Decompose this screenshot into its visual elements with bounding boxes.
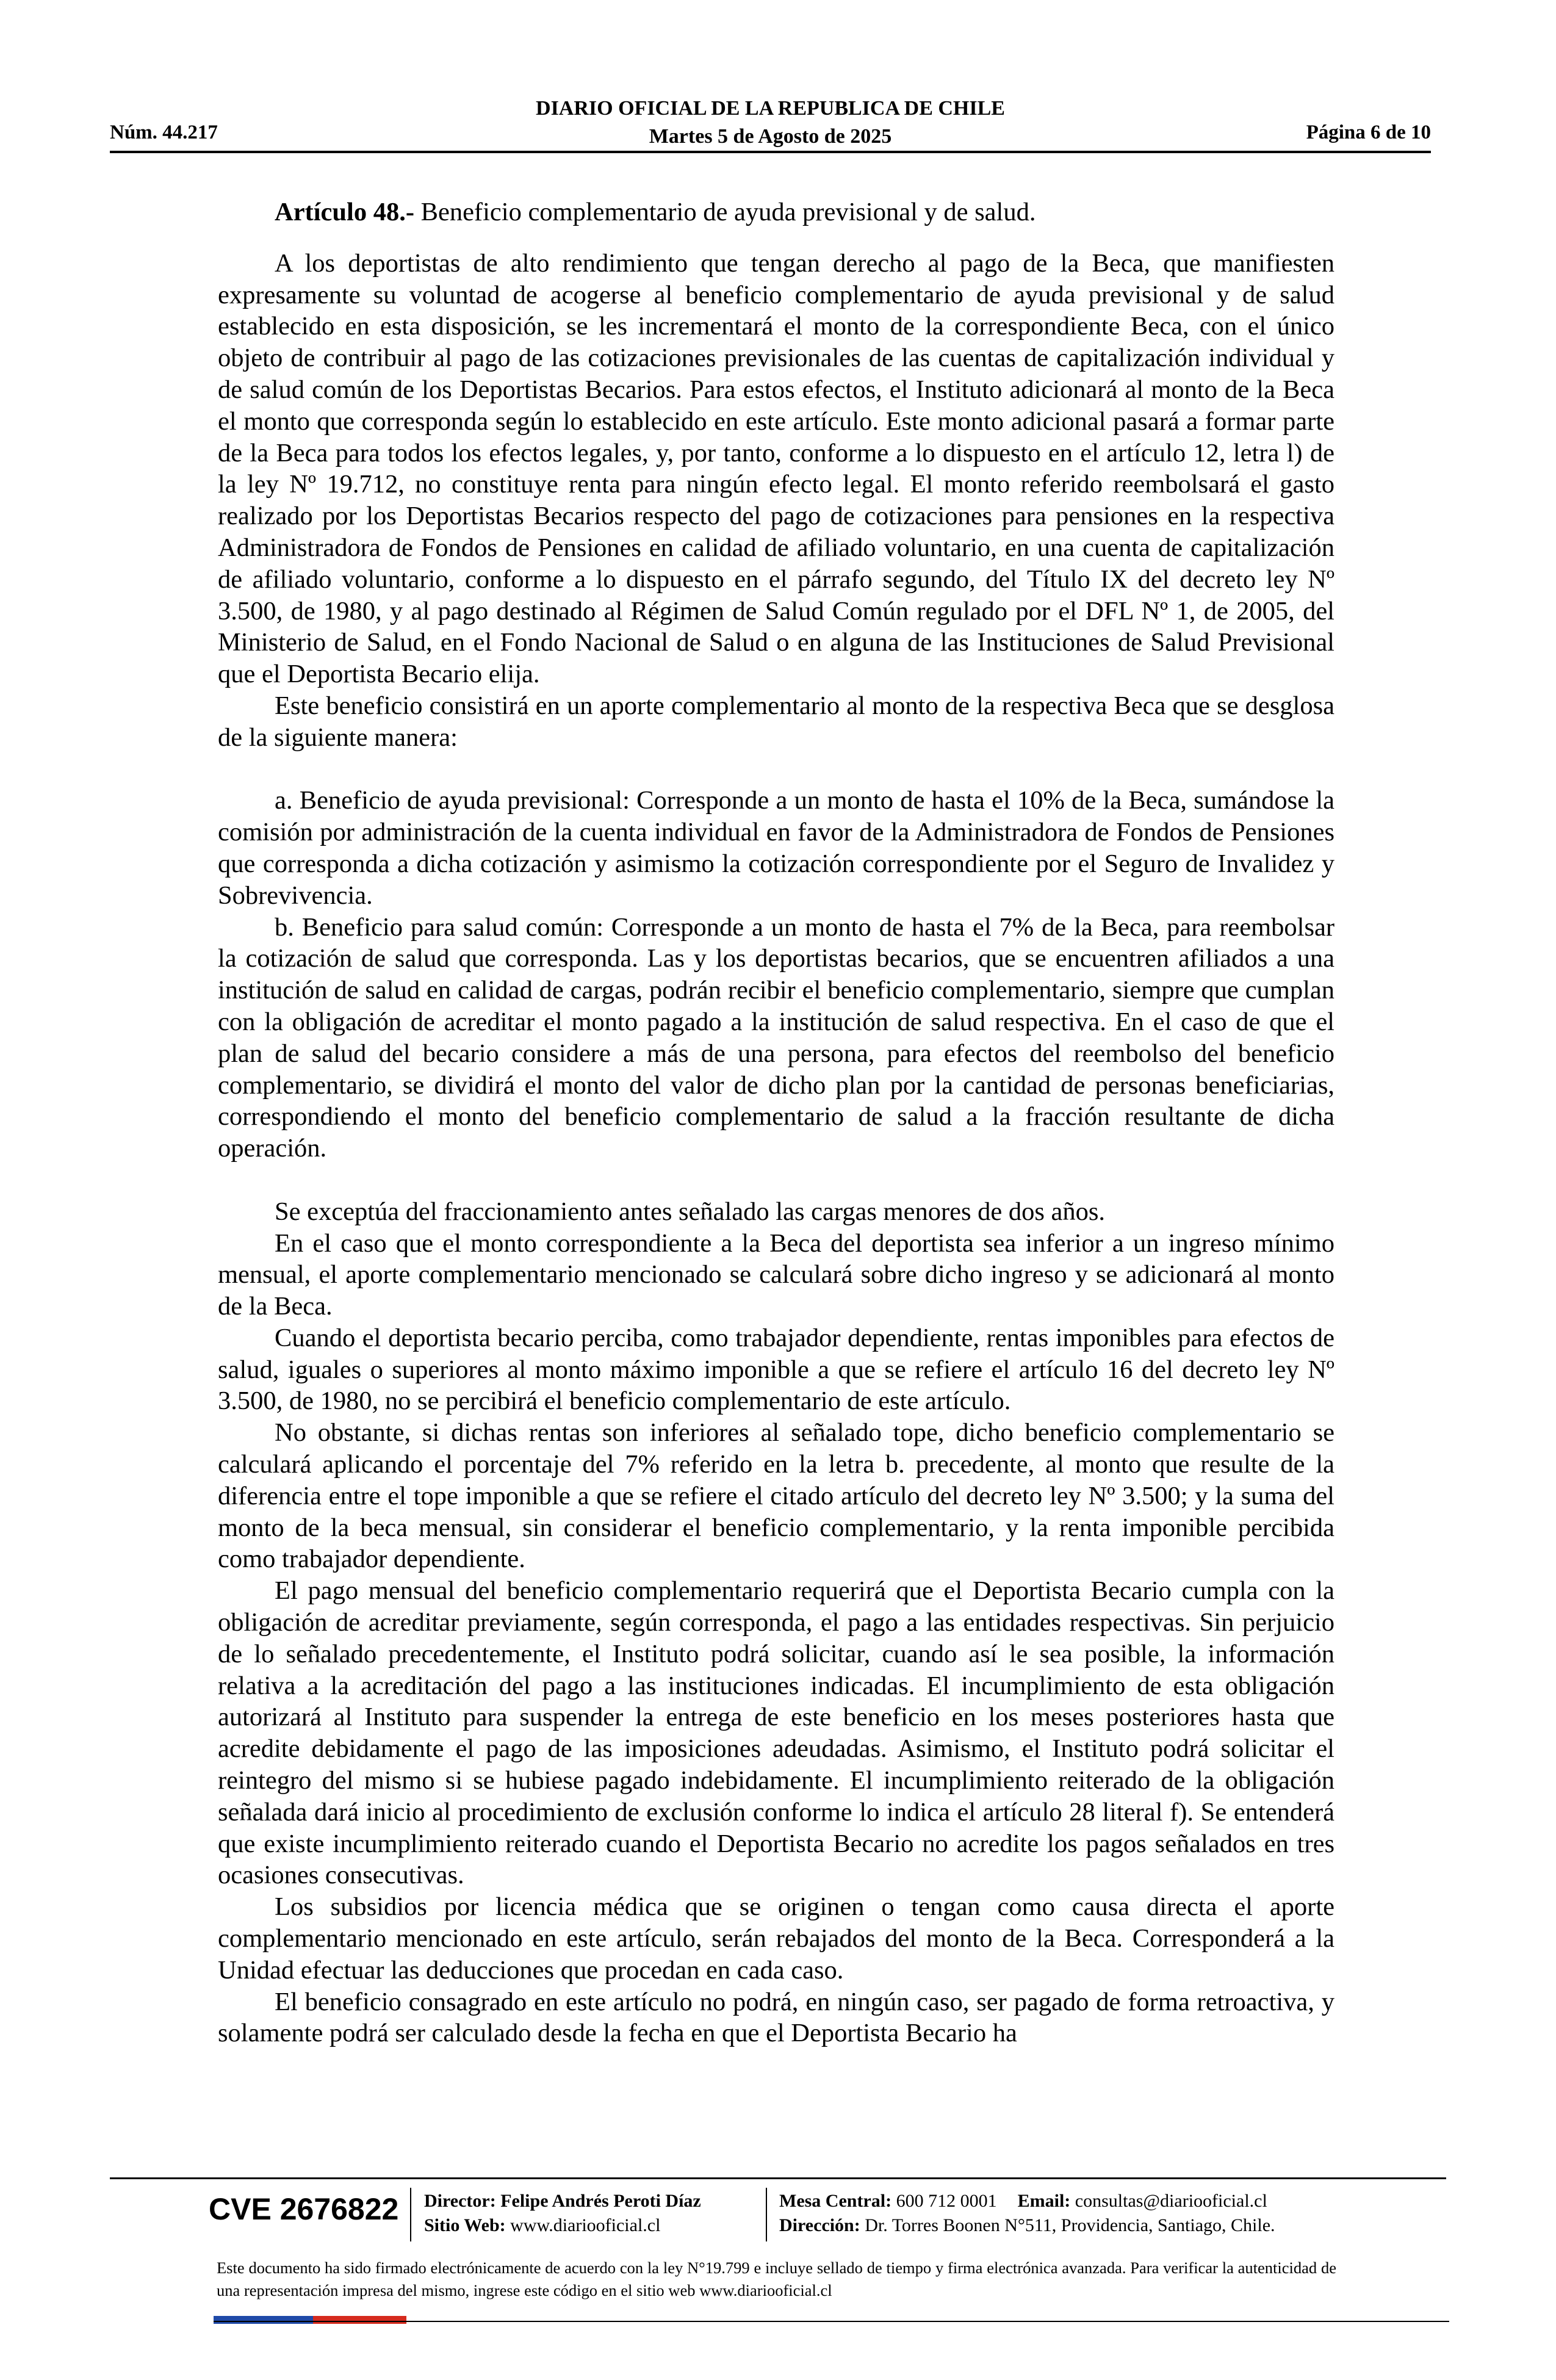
issue-number: Núm. 44.217 [110,121,218,143]
director-name: Director: Felipe Andrés Peroti Díaz [424,2191,701,2211]
footer-contact-block [779,2189,1275,2238]
paragraph: En el caso que el monto correspondiente a la Beca del deportista sea inferior a un ingreso mínimo mensual, el aporte complementario mencionado se calculará sobre dicho ingreso y se adicionará al monto de la Beca. [218,1228,1334,1321]
phone-value: 600 712 0001 [891,2191,997,2211]
paragraph: Los subsidios por licencia médica que se originen o tengan como causa directa el aporte complementario mencionado en este artículo, serán rebajados del monto de la Beca. Corresponderá a la Unidad efectuar las deducciones que procedan en cada caso. [218,1892,1334,1985]
paragraph: A los deportistas de alto rendimiento que tengan derecho al pago de la Beca, que manifiesten expresamente su voluntad de acogerse al beneficio complementario de ayuda previsional y de salud establecido en esta disposición, se les incrementará el monto de la correspondiente Beca, con el único objeto de contribuir al pago de las cotizaciones previsionales de las cuentas de capitalización individual y de salud común de los Deportistas Becarios. Para estos efectos, el Instituto adicionará al monto de la Beca el monto que corresponda según lo establecido en este artículo. Este monto adicional pasará a formar parte de la Beca para todos los efectos legales, y, por tanto, conforme a lo dispuesto en el artículo 12, letra l) de la ley Nº 19.712, no constituye renta para ningún efecto legal. El monto referido reembolsará el gasto realizado por los Deportistas Becarios respecto del pago de cotizaciones para pensiones en la respectiva Administradora de Fondos de Pensiones en calidad de afiliado voluntario, en una cuenta de capitalización de afiliado voluntario, conforme a lo dispuesto en el párrafo segundo, del Título IX del decreto ley Nº 3.500, de 1980, y al pago destinado al Régimen de Salud Común regulado por el DFL Nº 1, de 2005, del Ministerio de Salud, en el Fondo Nacional de Salud o en alguna de las Instituciones de Salud Previsional que el Deportista Becario elija. [218,248,1334,689]
site-label: Sitio Web: [424,2215,506,2235]
email-link[interactable]: consultas@diariooficial.cl [1070,2191,1267,2211]
paragraph-item-a: a. Beneficio de ayuda previsional: Corresponde a un monto de hasta el 10% de la Beca, sumándose la comisión por administración de la cuenta individual en favor de la Administradora de Fondos de Pensiones que corresponda a dicha cotización y asimismo la cotización correspondiente por el Seguro de Invalidez y Sobrevivencia. [218,786,1334,910]
address-value: Dr. Torres Boonen N°511, Providencia, Santiago, Chile. [860,2215,1275,2235]
page-number: Página 6 de 10 [1306,121,1431,143]
paragraph: Cuando el deportista becario perciba, como trabajador dependiente, rentas imponibles para efectos de salud, iguales o superiores al monto máximo imponible a que se refiere el artículo 16 del decreto ley Nº 3.500, de 1980, no se percibirá el beneficio complementario de este artículo. [218,1323,1334,1416]
site-link[interactable]: www.diariooficial.cl [505,2215,661,2235]
article-label: Artículo 48.- [275,198,414,226]
paragraph: El pago mensual del beneficio complementario requerirá que el Deportista Becario cumpla con la obligación de acreditar previamente, según corresponda, el pago a las entidades respectivas. Sin perjuicio de lo señalado precedentemente, el Instituto podrá solicitar, cuando así le sea posible, la información relativa a la acreditación del pago a las instituciones indicadas. El incumplimiento de esta obligación autorizará al Instituto para suspender la entrega de este beneficio en los meses posteriores hasta que acredite debidamente el pago de las imposiciones adeudadas. Asimismo, el Instituto podrá solicitar el reintegro del mismo si se hubiese pagado indebidamente. El incumplimiento reiterado de la obligación señalada dará inicio al procedimiento de exclusión conforme lo indica el artículo 28 literal f). Se entenderá que existe incumplimiento reiterado cuando el Deportista Becario no acredite los pagos señalados en tres ocasiones consecutivas. [218,1576,1334,1890]
footer-separator [766,2188,767,2241]
issue-date: Martes 5 de Agosto de 2025 [649,125,892,148]
article-body [218,197,1334,2049]
paragraph-item-b: b. Beneficio para salud común: Corresponde a un monto de hasta el 7% de la Beca, para reembolsar la cotización de salud que corresponda. Las y los deportistas becarios, que se encuentren afiliados a una institución de salud en calidad de cargas, podrán recibir el beneficio complementario, siempre que cumplan con la obligación de acreditar el monto pagado a la institución de salud respectiva. En el caso de que el plan de salud del becario considere a más de una persona, para efectos del reembolso del beneficio complementario, se dividirá el monto del valor de dicho plan por la cantidad de personas beneficiarias, correspondiendo el monto del beneficio complementario de salud a la fracción resultante de dicha operación. [218,912,1334,1163]
footer-director-block [424,2189,701,2238]
bottom-divider [214,2321,1449,2322]
paragraph: Este beneficio consistirá en un aporte complementario al monto de la respectiva Beca que se desglosa de la siguiente manera: [218,691,1334,752]
gazette-title: DIARIO OFICIAL DE LA REPUBLICA DE CHILE [536,97,1005,120]
signature-note: Este documento ha sido firmado electrónicamente de acuerdo con la ley N°19.799 e incluye sellado de tiempo y firma electrónica avanzada. Para verificar la autenticidad de una representación impresa del mismo, ingrese este código en el sitio web www.diariooficial.cl [217,2259,1336,2299]
flag-bar-red [313,2316,406,2324]
page-header [110,95,1431,153]
masthead [110,95,1431,151]
footer-divider [110,2177,1446,2179]
cve-code: CVE 2676822 [209,2192,399,2226]
flag-bar-blue [214,2316,313,2324]
phone-label: Mesa Central: [779,2191,892,2211]
paragraph: Se exceptúa del fraccionamiento antes señalado las cargas menores de dos años. [275,1197,1106,1226]
article-title: Beneficio complementario de ayuda previsional y de salud. [414,198,1036,226]
paragraph: El beneficio consagrado en este artículo no podrá, en ningún caso, ser pagado de forma retroactiva, y solamente podrá ser calculado desde la fecha en que el Deportista Becario ha [218,1987,1334,2048]
email-label: Email: [1017,2191,1071,2211]
paragraph: No obstante, si dichas rentas son inferiores al señalado tope, dicho beneficio complementario se calculará aplicando el porcentaje del 7% referido en la letra b. precedente, al monto que resulte de la diferencia entre el tope imponible a que se refiere el citado artículo del decreto ley Nº 3.500; y la suma del monto de la beca mensual, sin considerar el beneficio complementario, y la renta imponible percibida como trabajador dependiente. [218,1418,1334,1574]
footer-separator [410,2188,411,2241]
article-heading [218,197,1334,228]
address-label: Dirección: [779,2215,860,2235]
